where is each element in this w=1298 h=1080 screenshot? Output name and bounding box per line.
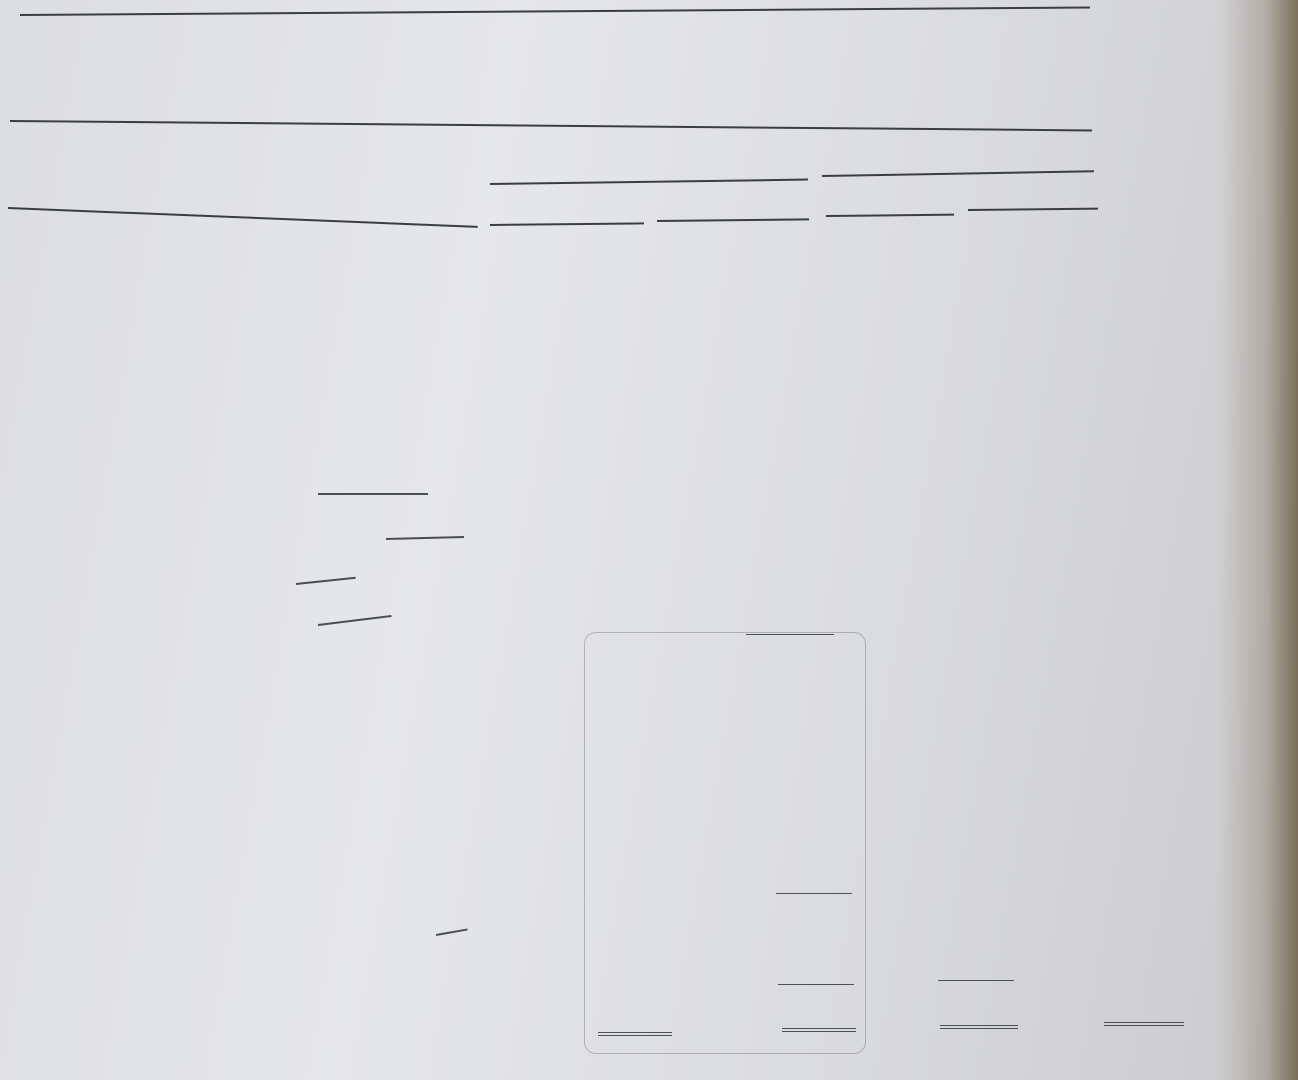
- pen-stroke: [318, 493, 428, 495]
- pencil-mark: [584, 632, 866, 1054]
- acct-header-rule: [8, 207, 478, 227]
- sfp-dr-rule: [826, 214, 954, 217]
- pen-stroke: [436, 928, 468, 935]
- sci-dr-rule: [490, 222, 644, 225]
- sci-cr-rule: [657, 218, 809, 221]
- pen-stroke: [296, 577, 356, 585]
- sfp-header-rule: [822, 170, 1094, 176]
- page-edge-shadow: [1218, 0, 1298, 1080]
- final-sfp-dr: [940, 1025, 1018, 1029]
- pen-stroke: [318, 615, 392, 626]
- net-loss-sfp-dr: [938, 980, 1014, 981]
- final-sfp-cr: [1104, 1022, 1184, 1026]
- pen-stroke: [386, 536, 464, 540]
- sfp-cr-rule: [968, 208, 1098, 211]
- title-rule: [10, 120, 1092, 131]
- sci-header-rule: [490, 179, 808, 185]
- top-rule: [20, 7, 1090, 16]
